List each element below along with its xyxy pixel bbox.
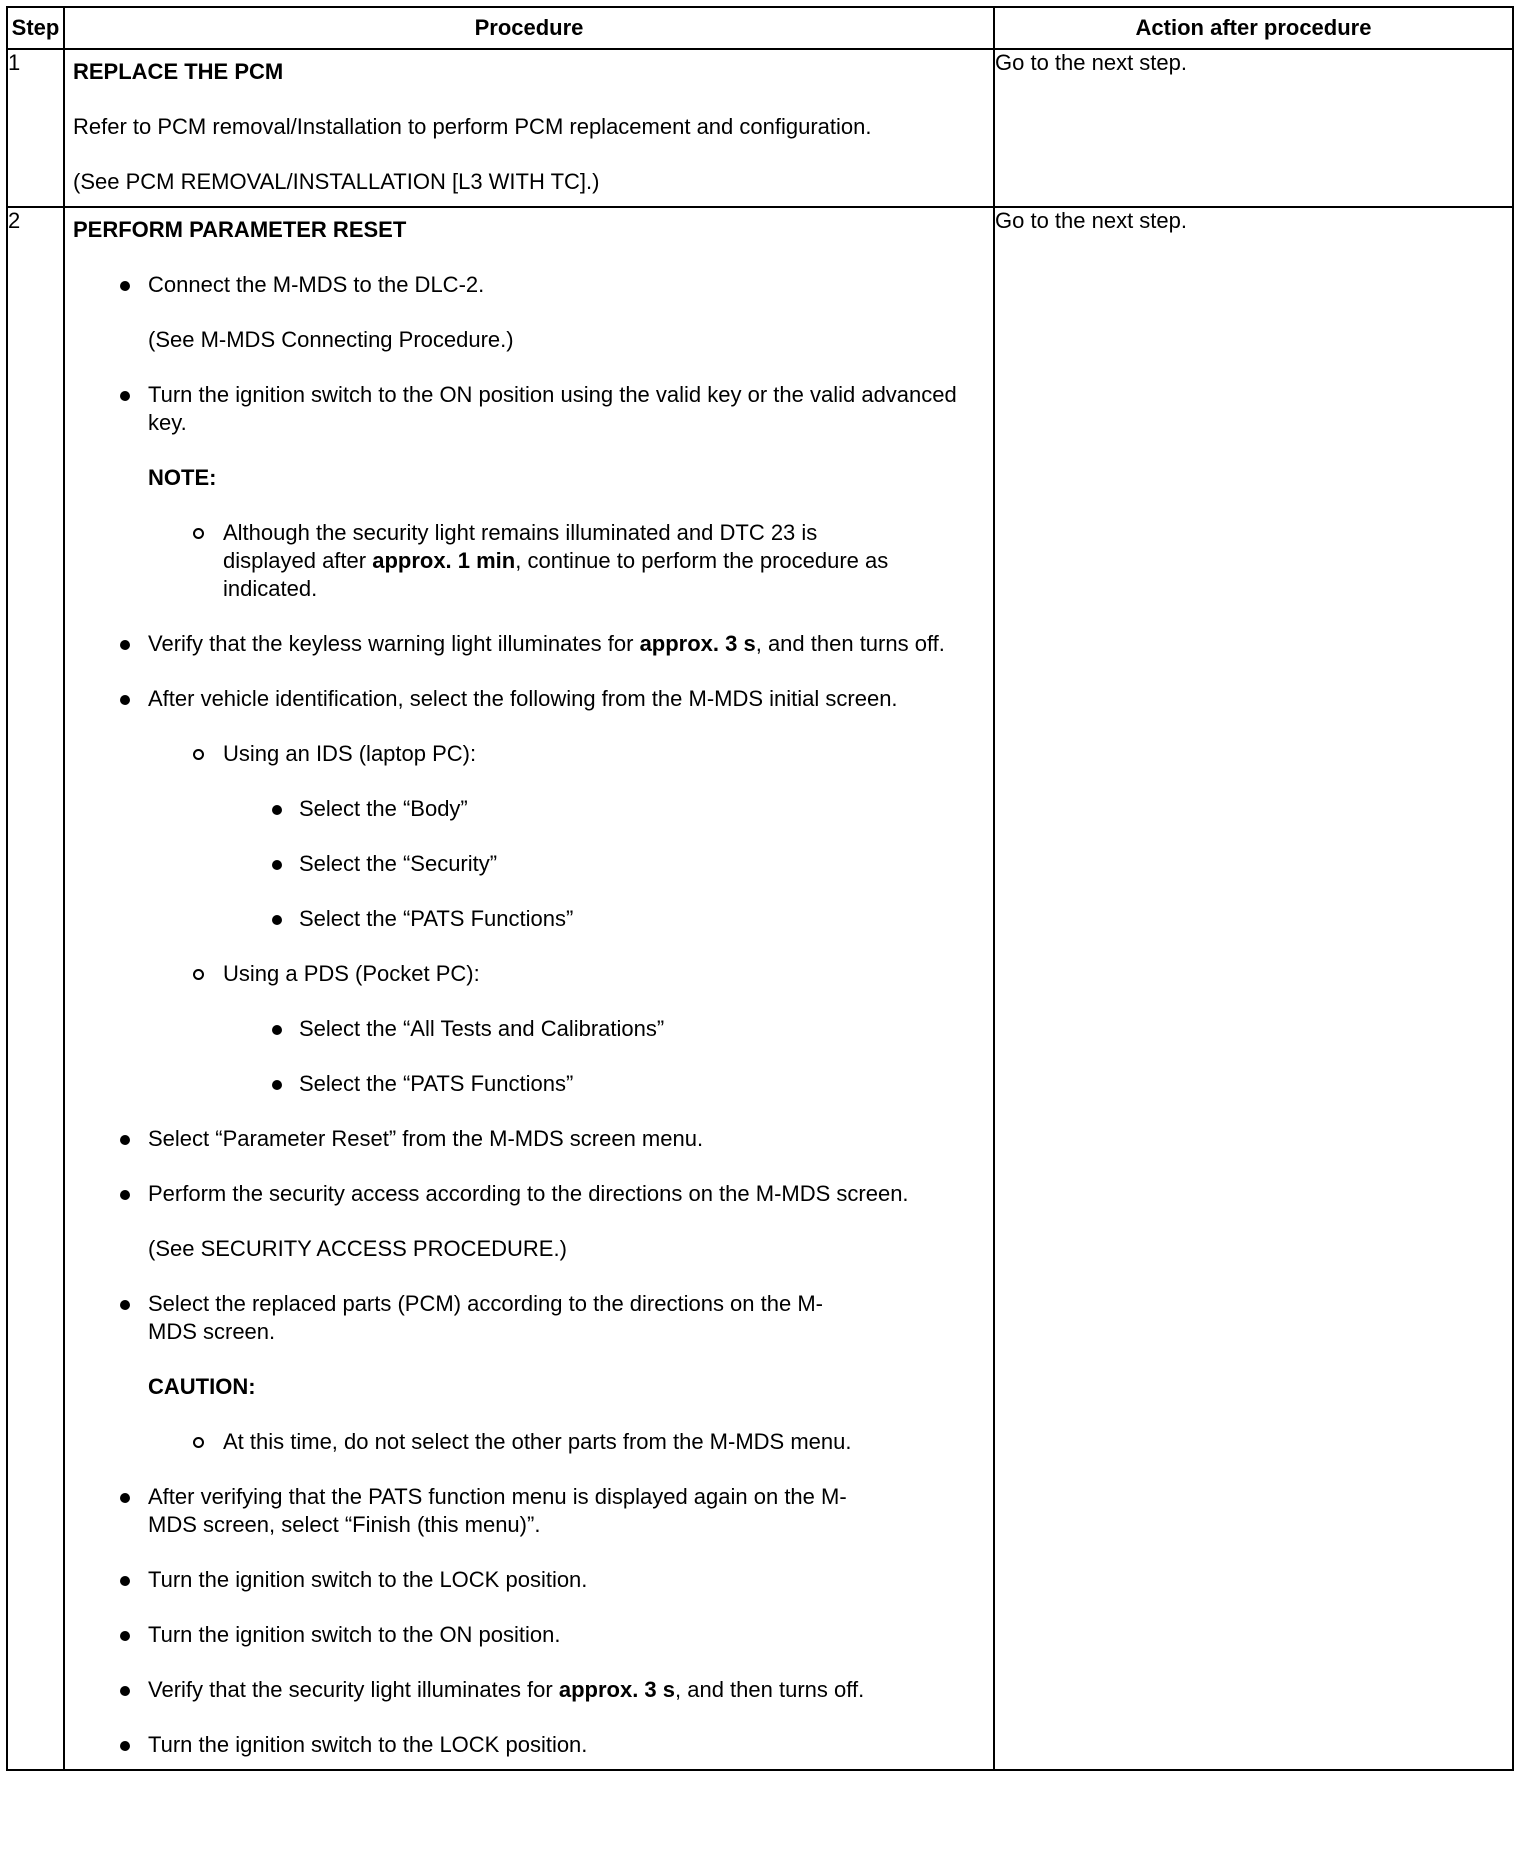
note-item: Although the security light remains illuminated and DTC 23 is displayed after approx. 1 min, continue to perform the procedure as indicated. — [73, 519, 985, 603]
header-step: Step — [7, 7, 64, 49]
header-procedure: Procedure — [64, 7, 994, 49]
step-number: 2 — [7, 207, 64, 1770]
procedure-cell — [64, 49, 994, 207]
circle-bullet-icon — [193, 969, 204, 980]
sub-list-item: Using an IDS (laptop PC): — [73, 740, 985, 768]
list-item: Verify that the security light illuminates for approx. 3 s, and then turns off. — [73, 1676, 985, 1704]
procedure-reference: (See SECURITY ACCESS PROCEDURE.) — [148, 1236, 567, 1261]
list-item: Turn the ignition switch to the LOCK position. — [73, 1566, 985, 1594]
bullet-icon — [120, 1135, 130, 1145]
caution-item: At this time, do not select the other parts from the M-MDS menu. — [73, 1428, 985, 1456]
list-item: Turn the ignition switch to the ON position using the valid key or the valid advanced key. — [73, 381, 985, 437]
bullet-icon — [120, 1190, 130, 1200]
list-item: Connect the M-MDS to the DLC-2. — [73, 271, 985, 299]
table-row-step-1 — [7, 49, 1513, 207]
action-cell: Go to the next step. — [994, 207, 1513, 1770]
bullet-icon — [272, 860, 282, 870]
bullet-icon — [120, 1493, 130, 1503]
list-item: Select the replaced parts (PCM) according to the directions on the M-MDS screen. — [73, 1290, 985, 1346]
circle-bullet-icon — [193, 1437, 204, 1448]
bullet-icon — [120, 1741, 130, 1751]
table-row-step-2 — [7, 207, 1513, 1770]
circle-bullet-icon — [193, 528, 204, 539]
sub-sub-list-item: Select the “Body” — [73, 795, 985, 823]
header-row — [7, 7, 1513, 49]
procedure-reference: (See M-MDS Connecting Procedure.) — [148, 327, 514, 352]
circle-bullet-icon — [193, 749, 204, 760]
bullet-icon — [272, 805, 282, 815]
bullet-icon — [272, 915, 282, 925]
list-item: Turn the ignition switch to the ON position. — [73, 1621, 985, 1649]
caution-label: CAUTION: — [148, 1374, 256, 1399]
procedure-text: Refer to PCM removal/Installation to perform PCM replacement and configuration. — [73, 114, 872, 139]
step-title: REPLACE THE PCM — [73, 59, 284, 84]
bullet-icon — [120, 281, 130, 291]
list-item: Turn the ignition switch to the LOCK position. — [73, 1731, 985, 1759]
list-item: Verify that the keyless warning light illuminates for approx. 3 s, and then turns off. — [73, 630, 985, 658]
bullet-icon — [120, 640, 130, 650]
sub-sub-list-item: Select the “All Tests and Calibrations” — [73, 1015, 985, 1043]
list-item: After vehicle identification, select the following from the M-MDS initial screen. — [73, 685, 985, 713]
sub-list-item: Using a PDS (Pocket PC): — [73, 960, 985, 988]
bullet-icon — [120, 1631, 130, 1641]
action-cell: Go to the next step. — [994, 49, 1513, 207]
procedure-reference: (See PCM REMOVAL/INSTALLATION [L3 WITH TC].) — [73, 169, 600, 194]
procedure-cell — [64, 207, 994, 1770]
bullet-icon — [120, 1576, 130, 1586]
bullet-icon — [120, 695, 130, 705]
list-item: Perform the security access according to the directions on the M-MDS screen. — [73, 1180, 985, 1208]
step-number: 1 — [7, 49, 64, 207]
step-title: PERFORM PARAMETER RESET — [73, 217, 407, 242]
note-label: NOTE: — [148, 465, 217, 490]
bullet-icon — [272, 1025, 282, 1035]
bullet-icon — [272, 1080, 282, 1090]
bullet-icon — [120, 1300, 130, 1310]
bullet-icon — [120, 1686, 130, 1696]
list-item: Select “Parameter Reset” from the M-MDS screen menu. — [73, 1125, 985, 1153]
sub-sub-list-item: Select the “Security” — [73, 850, 985, 878]
header-action: Action after procedure — [994, 7, 1513, 49]
sub-sub-list-item: Select the “PATS Functions” — [73, 1070, 985, 1098]
bullet-icon — [120, 391, 130, 401]
sub-sub-list-item: Select the “PATS Functions” — [73, 905, 985, 933]
procedure-table — [6, 6, 1514, 1771]
list-item: After verifying that the PATS function menu is displayed again on the M-MDS screen, select “Finish (this menu)”. — [73, 1483, 985, 1539]
